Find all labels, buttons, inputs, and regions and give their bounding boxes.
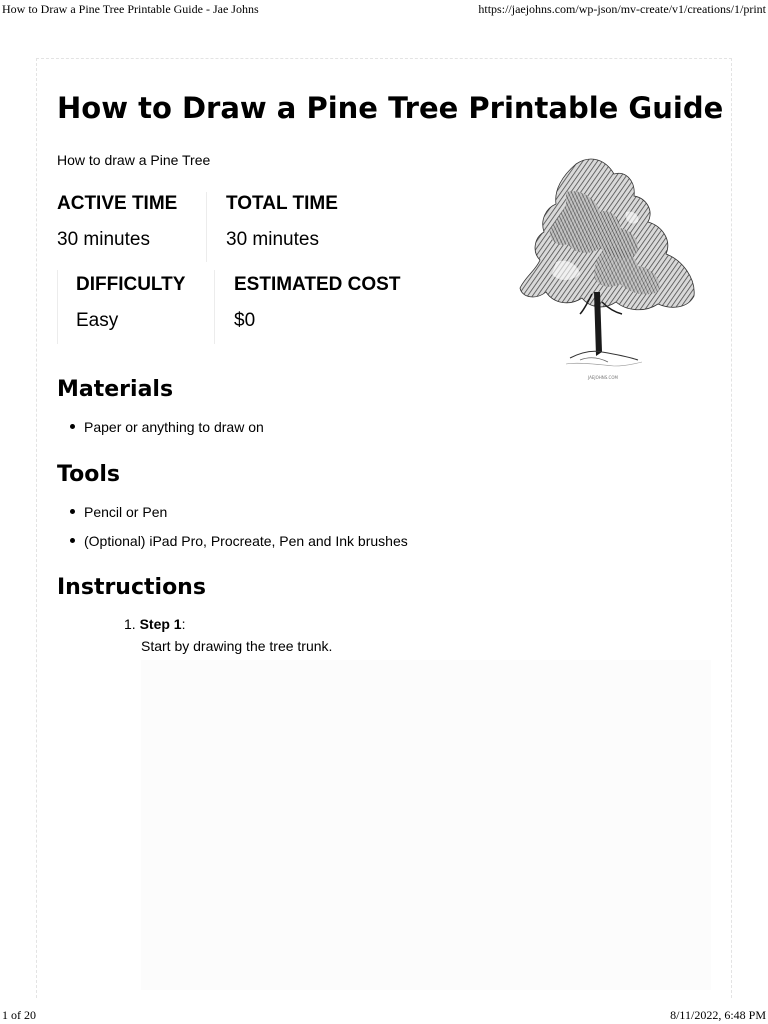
page-count: 1 of 20	[2, 1008, 36, 1022]
difficulty-divider-left	[57, 270, 58, 344]
cost-divider	[214, 270, 215, 344]
active-time-label: ACTIVE TIME	[57, 193, 178, 214]
tools-list-item: (Optional) iPad Pro, Procreate, Pen and Ink brushes	[70, 532, 408, 550]
difficulty-value: Easy	[76, 310, 119, 331]
tools-list-item: Pencil or Pen	[70, 503, 167, 521]
print-header	[0, 0, 768, 18]
guide-description: How to draw a Pine Tree	[57, 152, 211, 168]
active-time-value: 30 minutes	[57, 229, 150, 250]
step-1-header	[124, 615, 185, 633]
estimated-cost-label: ESTIMATED COST	[234, 274, 401, 295]
step-number: 1.	[124, 616, 136, 632]
pine-tree-drawing-icon	[496, 152, 710, 390]
print-header-title: How to Draw a Pine Tree Printable Guide - Jae Johns	[2, 2, 259, 16]
print-header-url: https://jaejohns.com/wp-json/mv-create/v1/creations/1/print	[478, 2, 766, 16]
total-time-label: TOTAL TIME	[226, 193, 338, 214]
step-label: Step 1	[139, 616, 182, 632]
print-footer	[0, 1006, 768, 1024]
difficulty-label: DIFFICULTY	[76, 274, 186, 295]
step-1-text: Start by drawing the tree trunk.	[141, 638, 333, 654]
total-time-value: 30 minutes	[226, 229, 319, 250]
materials-list-item: Paper or anything to draw on	[70, 418, 264, 436]
step-1-image	[141, 660, 711, 990]
instructions-heading: Instructions	[57, 575, 206, 600]
estimated-cost-value: $0	[234, 310, 256, 331]
step-label-colon: :	[181, 616, 186, 632]
tree-image-caption: JAEJOHNS.COM	[588, 375, 618, 380]
tools-heading: Tools	[57, 462, 120, 487]
page-title: How to Draw a Pine Tree Printable Guide	[57, 91, 724, 125]
materials-heading: Materials	[57, 377, 174, 402]
time-divider	[206, 192, 207, 262]
print-datetime: 8/11/2022, 6:48 PM	[670, 1008, 766, 1022]
